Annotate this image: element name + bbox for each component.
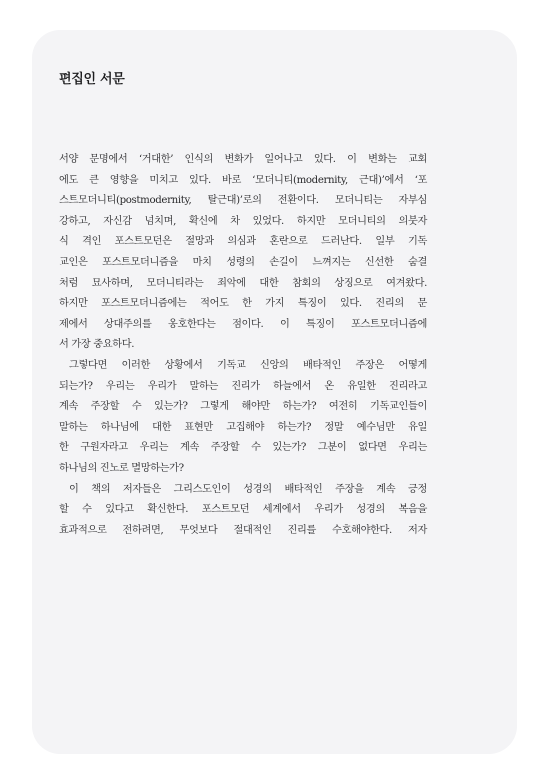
text-line: 스트모더니티(postmodernity, 탈근대)’로의 전환이다. 모더니티는 자부심 (59, 195, 427, 207)
text-line: 하지만 포스트모더니즘에는 적어도 한 가지 특징이 있다. 진리의 문 (59, 298, 427, 310)
page-title: 편집인 서문 (59, 72, 125, 87)
text-line: 할 수 있다고 확신한다. 포스트모던 세계에서 우리가 성경의 복음을 (59, 504, 427, 516)
text-line: 계속 주장할 수 있는가? 그렇게 해야만 하는가? 여전히 기독교인들이 (59, 401, 427, 413)
text-line: 강하고, 자신감 넘치며, 확신에 차 있었다. 하지만 모더니티의 의붓자 (59, 215, 427, 227)
paragraph-3 (59, 480, 427, 542)
text-line: 그렇다면 이러한 상황에서 기독교 신앙의 배타적인 주장은 어떻게 (69, 359, 427, 371)
text-line: 되는가? 우리는 우리가 말하는 진리가 하늘에서 온 유일한 진리라고 (59, 380, 427, 392)
text-line: 한 구원자라고 우리는 계속 주장할 수 있는가? 그분이 없다면 우리는 (59, 442, 427, 454)
body-text (59, 150, 427, 541)
text-line: 말하는 하나님에 대한 표현만 고집해야 하는가? 정말 예수님만 유일 (59, 421, 427, 433)
text-line: 교인은 포스트모더니즘을 마치 성령의 손길이 느껴지는 신선한 숨결 (59, 256, 427, 268)
text-line: 제에서 상대주의를 옹호한다는 점이다. 이 특징이 포스트모더니즘에 (59, 318, 427, 330)
paragraph-2 (59, 356, 427, 480)
text-line: 서 가장 중요하다. (59, 339, 135, 351)
text-line: 효과적으로 전하려면, 무엇보다 절대적인 진리를 수호해야한다. 저자 (59, 524, 427, 536)
text-line: 처럼 묘사하며, 모더니티라는 죄악에 대한 참회의 상징으로 여겨왔다. (59, 277, 427, 289)
text-line: 하나님의 진노로 멸망하는가? (59, 462, 184, 474)
paragraph-1 (59, 150, 427, 356)
text-line: 에도 큰 영향을 미치고 있다. 바로 ‘모더니티(modernity, 근대)’에서 ‘포 (59, 174, 427, 186)
text-line: 이 책의 저자들은 그리스도인이 성경의 배타적인 주장을 계속 긍정 (69, 483, 427, 495)
text-line: 식 격인 포스트모던은 절망과 의심과 혼란으로 드러난다. 일부 기독 (59, 236, 427, 248)
text-line: 서양 문명에서 ‘거대한’ 인식의 변화가 일어나고 있다. 이 변화는 교회 (59, 154, 427, 165)
